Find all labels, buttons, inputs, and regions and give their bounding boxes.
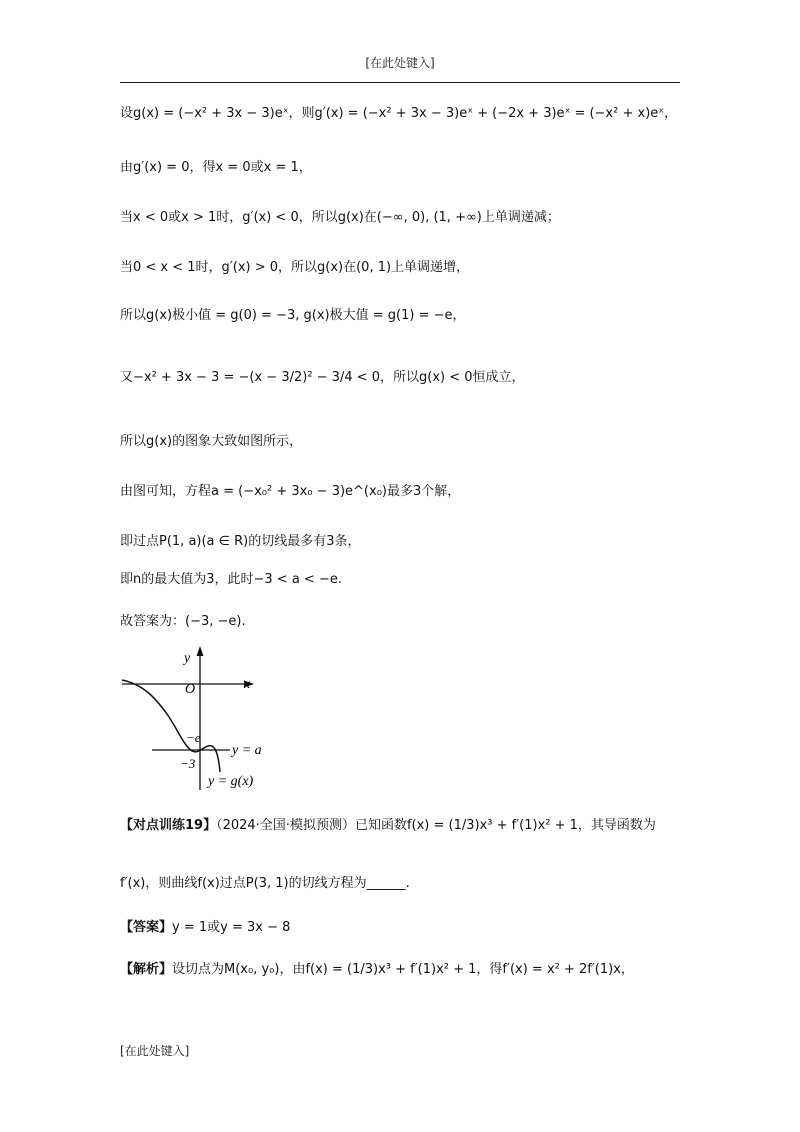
solution-line-2: 由g′(x) = 0，得x = 0或x = 1， bbox=[120, 160, 312, 175]
analysis-label: 【解析】 bbox=[120, 962, 173, 977]
exercise-text-1: （2024·全国·模拟预测）已知函数f(x) = (1/3)x³ + f′(1)x² + 1，其导函数为 bbox=[216, 818, 656, 833]
line-label-y-a: y = a bbox=[232, 743, 262, 758]
answer-line bbox=[120, 918, 680, 938]
exercise-line-2: f′(x)，则曲线f(x)过点P(3, 1)的切线方程为______. bbox=[120, 876, 410, 891]
curve-label-y-gx: y = g(x) bbox=[208, 774, 254, 789]
tick-label-neg-3: −3 bbox=[180, 756, 196, 771]
header-placeholder: [在此处键入] bbox=[365, 56, 435, 70]
solution-line-1: 设g(x) = (−x² + 3x − 3)eˣ，则g′(x) = (−x² + 3x − 3)eˣ + (−2x + 3)eˣ = (−x² + x)eˣ， bbox=[120, 106, 678, 121]
y-axis-arrow bbox=[197, 646, 204, 656]
solution-line-4: 当0 < x < 1时，g′(x) > 0，所以g(x)在(0, 1)上单调递增， bbox=[120, 260, 470, 275]
analysis-text: 设切点为M(x₀, y₀)，由f(x) = (1/3)x³ + f′(1)x² + 1，得f′(x) = x² + 2f′(1)x， bbox=[172, 962, 634, 977]
header-rule bbox=[120, 82, 680, 83]
function-graph bbox=[112, 644, 282, 792]
solution-line-5: 所以g(x)极小值 = g(0) = −3, g(x)极大值 = g(1) = −e， bbox=[120, 308, 466, 323]
exercise-line-1 bbox=[120, 816, 680, 836]
solution-line-11: 故答案为：(−3, −e). bbox=[120, 614, 246, 629]
y-axis-label: y bbox=[184, 651, 191, 666]
analysis-line bbox=[120, 960, 680, 980]
solution-line-9: 即过点P(1, a)(a ∈ R)的切线最多有3条， bbox=[120, 534, 361, 549]
x-axis-label: x bbox=[244, 677, 251, 692]
solution-line-6: 又−x² + 3x − 3 = −(x − 3/2)² − 3/4 < 0，所以g(x) < 0恒成立， bbox=[120, 370, 525, 385]
footer-placeholder: [在此处键入] bbox=[120, 1044, 190, 1058]
solution-line-8: 由图可知，方程a = (−x₀² + 3x₀ − 3)e^(x₀)最多3个解， bbox=[120, 484, 461, 499]
solution-line-7: 所以g(x)的图象大致如图所示， bbox=[120, 434, 303, 449]
solution-line-10: 即n的最大值为3，此时−3 < a < −e. bbox=[120, 572, 342, 587]
tick-label-neg-e: −e bbox=[186, 730, 201, 745]
curve-g bbox=[122, 680, 220, 772]
answer-label: 【答案】 bbox=[120, 920, 173, 935]
exercise-title: 【对点训练19】 bbox=[120, 818, 217, 833]
answer-text: y = 1或y = 3x − 8 bbox=[172, 920, 291, 935]
origin-label: O bbox=[185, 682, 196, 697]
solution-line-3: 当x < 0或x > 1时，g′(x) < 0，所以g(x)在(−∞, 0), (1, +∞)上单调递减； bbox=[120, 210, 560, 225]
